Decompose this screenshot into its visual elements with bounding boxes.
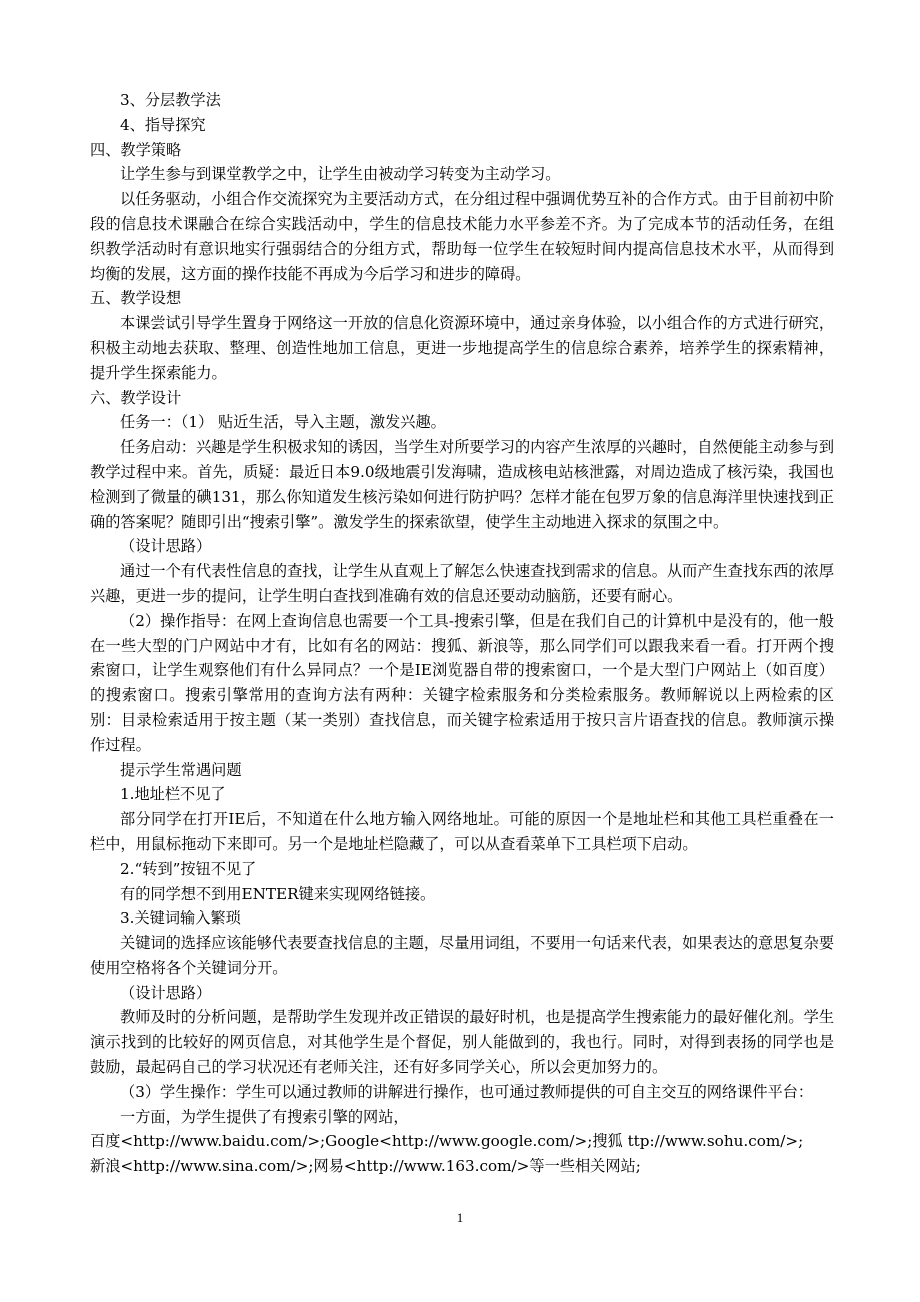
design-idea-label: （设计思路） — [120, 983, 212, 1002]
section-heading-concept: 五、教学设想 — [90, 289, 182, 308]
paragraph: 教师及时的分析问题，是帮助学生发现并改正错误的最好时机，也是提高学生搜索能力的最好催化剂。学生演示找到的比较好的网页信息，对其他学生是个督促，别人能做到的，我也行。同时，对得到表扬的同学也是鼓励，最起码自己的学习状况还有老师关注，还有好多同学关心，所以会更加努力的。 — [90, 1008, 834, 1077]
paragraph: 以任务驱动，小组合作交流探究为主要活动方式，在分组过程中强调优势互补的合作方式。由于目前初中阶段的信息技术课融合在综合实践活动中，学生的信息技术能力水平参差不齐。为了完成本节的活动任务，在组织教学活动时有意识地实行强弱结合的分组方式，帮助每一位学生在较短时间内提高信息技术水平，从而得到均衡的发展，这方面的操作技能不再成为今后学习和进步的障碍。 — [90, 190, 834, 283]
problem-3-title: 3.关键词输入繁琐 — [120, 909, 241, 928]
method-3: 3、分层教学法 — [120, 91, 221, 109]
paragraph: 通过一个有代表性信息的查找，让学生从直观上了解怎么快速查找到需求的信息。从而产生查找东西的浓厚兴趣，更进一步的提问，让学生明白查找到准确有效的信息还要动动脑筋，还要有耐心。 — [90, 562, 834, 605]
task-one-heading: 任务一：（1） 贴近生活，导入主题，激发兴趣。 — [120, 413, 446, 432]
paragraph: 本课尝试引导学生置身于网络这一开放的信息化资源环境中，通过亲身体验，以小组合作的方式进行研究，积极主动地去获取、整理、创造性地加工信息，更进一步地提高学生的信息综合素养，培养学生的探索精神，提升学生探索能力。 — [90, 314, 834, 382]
paragraph: 一方面，为学生提供了有搜索引擎的网站， — [120, 1107, 409, 1126]
method-4: 4、指导探究 — [120, 115, 206, 134]
design-idea-label: （设计思路） — [120, 537, 212, 556]
paragraph: 任务启动：兴趣是学生积极求知的诱因，当学生对所要学习的内容产生浓厚的兴趣时，自然便能主动参与到教学过程中来。首先，质疑：最近日本9.0级地震引发海啸，造成核电站核泄露，对周边造成了核污染，我国也检测到了微量的碘131，那么你知道发生核污染如何进行防护吗？怎样才能在包罗万象的信息海洋里快速找到正确的答案呢？随即引出“搜索引擎”。激发学生的探索欲望，使学生主动地进入探求的氛围之中。 — [90, 438, 834, 531]
document-body — [90, 88, 834, 1179]
problem-2-title: 2.“转到”按钮不见了 — [120, 859, 257, 878]
page-number: 1 — [456, 1210, 464, 1225]
problem-1-title: 1.地址栏不见了 — [120, 785, 226, 804]
section-heading-design: 六、教学设计 — [90, 388, 182, 407]
website-links-line-1: 百度<http://www.baidu.com/>;Google<http://www.google.com/>;搜狐 ttp://www.sohu.com/>; — [90, 1132, 804, 1151]
problems-heading: 提示学生常遇问题 — [120, 760, 242, 779]
paragraph: 让学生参与到课堂教学之中，让学生由被动学习转变为主动学习。 — [120, 165, 561, 184]
paragraph: （3）学生操作：学生可以通过教师的讲解进行操作，也可通过教师提供的可自主交互的网络课件平台： — [120, 1082, 814, 1101]
section-heading-strategy: 四、教学策略 — [90, 140, 182, 159]
paragraph: 部分同学在打开IE后，不知道在什么地方输入网络地址。可能的原因一个是地址栏和其他工具栏重叠在一栏中，用鼠标拖动下来即可。另一个是地址栏隐藏了，可以从查看菜单下工具栏项下启动。 — [90, 810, 834, 853]
paragraph: 有的同学想不到用ENTER键来实现网络链接。 — [120, 884, 436, 903]
paragraph: （2）操作指导：在网上查询信息也需要一个工具-搜索引擎，但是在我们自己的计算机中是没有的，他一般在一些大型的门户网站中才有，比如有名的网站：搜狐、新浪等，那么同学们可以跟我来看一看。打开两个搜索窗口，让学生观察他们有什么异同点？一个是IE浏览器自带的搜索窗口，一个是大型门户网站上（如百度）的搜索窗口。搜索引擎常用的查询方法有两种：关键字检索服务和分类检索服务。教师解说以上两检索的区别：目录检索适用于按主题（某一类别）查找信息，而关键字检索适用于按只言片语查找的信息。教师演示操作过程。 — [90, 611, 834, 754]
paragraph: 关键词的选择应该能够代表要查找信息的主题，尽量用词组，不要用一句话来代表，如果表达的意思复杂要使用空格将各个关键词分开。 — [90, 934, 834, 977]
website-links-line-2: 新浪<http://www.sina.com/>;网易<http://www.163.com/>等一些相关网站; — [90, 1157, 641, 1176]
